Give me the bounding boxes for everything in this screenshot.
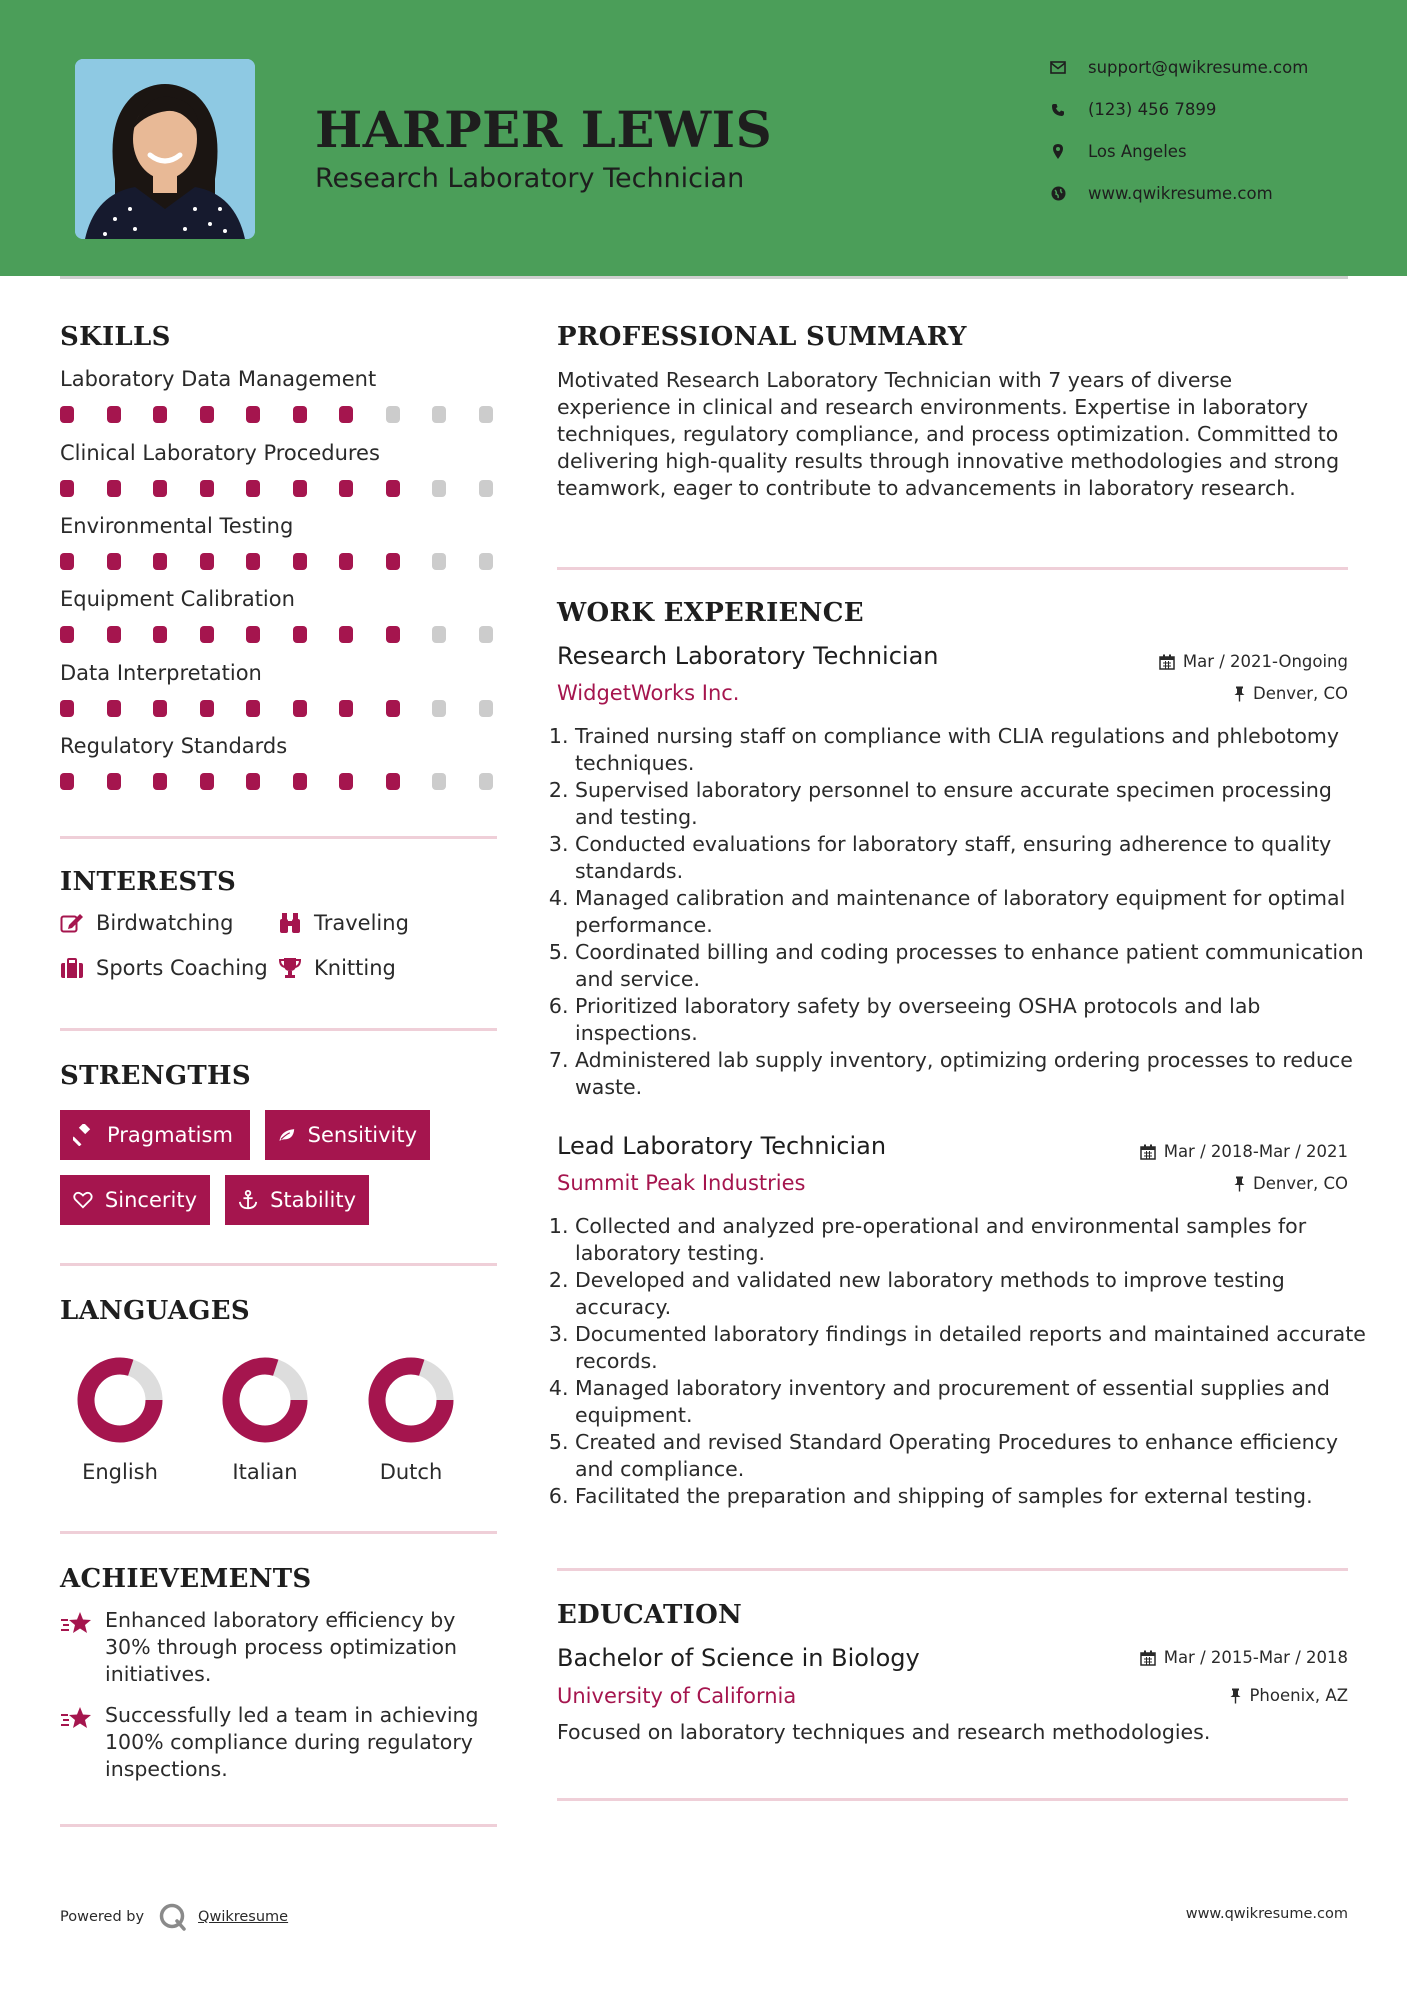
calendar-icon: [1140, 1144, 1156, 1160]
skill-dot-empty: [432, 406, 446, 423]
phone-icon: [1050, 102, 1066, 118]
interests-heading: INTERESTS: [60, 867, 237, 897]
summary-text: Motivated Research Laboratory Technician with 7 years of diverse experience in clinical and research environments. Expertise in laboratory techniques, regulatory compliance, and process optimization. Committed to delivering high-quality results through innovative methodologies and strong teamwork, eager to contribute to advancements in laboratory research.: [557, 368, 1340, 500]
job-date: [1159, 652, 1348, 671]
skills-heading: SKILLS: [60, 322, 171, 352]
skill-dot-filled: [107, 553, 121, 570]
section-divider: [60, 1824, 497, 1827]
interest-label: Sports Coaching: [96, 956, 268, 980]
responsibility-item: 1. Collected and analyzed pre-operational and environmental samples for laboratory testing.: [575, 1213, 1366, 1267]
interest-item: [278, 911, 409, 935]
skill-dot-filled: [107, 700, 121, 717]
skill-dot-filled: [246, 773, 260, 790]
heart-icon: [73, 1190, 93, 1210]
achievements-heading: ACHIEVEMENTS: [60, 1564, 312, 1594]
skill-dot-empty: [432, 553, 446, 570]
education-date: [1140, 1648, 1348, 1667]
calendar-icon: [1159, 654, 1175, 670]
strength-label: Sensitivity: [307, 1123, 417, 1147]
experience-heading: WORK EXPERIENCE: [557, 598, 864, 628]
skill-dot-filled: [293, 773, 307, 790]
strength-badge: [60, 1175, 210, 1225]
skill-name: Regulatory Standards: [60, 734, 288, 758]
skill-rating: [60, 406, 525, 423]
skill-dot-filled: [339, 700, 353, 717]
globe-icon: [1050, 186, 1066, 202]
strength-badge: [265, 1110, 430, 1160]
responsibility-item: 6. Facilitated the preparation and shipping of samples for external testing.: [575, 1483, 1366, 1510]
school-name: University of California: [557, 1684, 797, 1708]
section-divider: [60, 836, 497, 839]
skill-dot-filled: [107, 626, 121, 643]
email-link[interactable]: support@qwikresume.com: [1088, 58, 1309, 77]
skill-dot-empty: [479, 700, 493, 717]
skill-dot-filled: [339, 480, 353, 497]
skill-dot-filled: [153, 626, 167, 643]
responsibility-item: 4. Managed calibration and maintenance of laboratory equipment for optimal performance.: [575, 885, 1366, 939]
pushpin-icon: [1234, 1176, 1245, 1192]
skill-rating: [60, 700, 525, 717]
contact-location: [1050, 142, 1187, 161]
skill-dot-empty: [386, 406, 400, 423]
skill-dot-empty: [479, 626, 493, 643]
powered-by-label: Powered by: [60, 1909, 145, 1925]
responsibility-item: 2. Supervised laboratory personnel to ensure accurate specimen processing and testing.: [575, 777, 1366, 831]
skill-name: Clinical Laboratory Procedures: [60, 441, 380, 465]
responsibility-item: 5. Created and revised Standard Operating Procedures to enhance efficiency and compliance.: [575, 1429, 1366, 1483]
job-date-text: Mar / 2021-Ongoing: [1182, 652, 1348, 671]
skill-dot-empty: [432, 773, 446, 790]
skill-dot-filled: [60, 700, 74, 717]
skill-dot-filled: [153, 480, 167, 497]
candidate-name: HARPER LEWIS: [315, 100, 773, 159]
job-location-text: Denver, CO: [1252, 1174, 1348, 1193]
skill-dot-filled: [386, 700, 400, 717]
skill-dot-filled: [60, 626, 74, 643]
skill-rating: [60, 773, 525, 790]
achievement-text: Enhanced laboratory efficiency by 30% through process optimization initiatives.: [105, 1608, 457, 1686]
education-date-text: Mar / 2015-Mar / 2018: [1163, 1648, 1348, 1667]
skill-dot-filled: [293, 553, 307, 570]
skill-dot-filled: [246, 700, 260, 717]
education-description: Focused on laboratory techniques and research methodologies.: [557, 1720, 1211, 1744]
responsibility-item: 1. Trained nursing staff on compliance with CLIA regulations and phlebotomy techniques.: [575, 723, 1366, 777]
header-banner: [0, 0, 1407, 276]
skill-dot-filled: [153, 553, 167, 570]
degree-title: Bachelor of Science in Biology: [557, 1644, 920, 1672]
language-proficiency-ring: [368, 1357, 454, 1443]
skill-dot-filled: [339, 773, 353, 790]
skill-name: Environmental Testing: [60, 514, 294, 538]
skill-rating: [60, 553, 525, 570]
footer-website[interactable]: www.qwikresume.com: [1185, 1906, 1348, 1922]
responsibility-item: 3. Documented laboratory findings in detailed reports and maintained accurate records.: [575, 1321, 1366, 1375]
strength-badge: [225, 1175, 369, 1225]
leaf-icon: [278, 1125, 296, 1145]
company-name: WidgetWorks Inc.: [557, 681, 740, 705]
skill-name: Equipment Calibration: [60, 587, 295, 611]
skill-dot-filled: [107, 480, 121, 497]
responsibility-item: 3. Conducted evaluations for laboratory staff, ensuring adherence to quality standards.: [575, 831, 1366, 885]
education-location: [1230, 1686, 1348, 1705]
interest-label: Knitting: [314, 956, 396, 980]
candidate-title: Research Laboratory Technician: [315, 163, 745, 194]
portrait-image: [75, 59, 255, 239]
calendar-icon: [1140, 1650, 1156, 1666]
skill-dot-filled: [60, 406, 74, 423]
interest-label: Traveling: [314, 911, 409, 935]
job-title: Research Laboratory Technician: [557, 642, 939, 670]
skill-dot-filled: [60, 773, 74, 790]
map-pin-icon: [1050, 144, 1066, 160]
language-name: Dutch: [379, 1460, 443, 1484]
trophy-icon: [278, 957, 302, 979]
skill-dot-filled: [200, 700, 214, 717]
education-heading: EDUCATION: [557, 1600, 743, 1630]
skill-dot-empty: [432, 626, 446, 643]
qwikresume-logo-icon: [158, 1902, 188, 1932]
job-date-text: Mar / 2018-Mar / 2021: [1163, 1142, 1348, 1161]
section-divider: [557, 1798, 1348, 1801]
language-proficiency-ring: [222, 1357, 308, 1443]
shooting-star-icon: [60, 1706, 92, 1730]
achievement-item: [60, 1702, 500, 1783]
skill-dot-empty: [479, 480, 493, 497]
responsibility-item: 7. Administered lab supply inventory, optimizing ordering processes to reduce waste.: [575, 1047, 1366, 1101]
achievement-item: [60, 1607, 500, 1688]
job-location: [1234, 684, 1348, 703]
interest-item: [60, 911, 233, 935]
binoculars-icon: [278, 912, 302, 934]
languages-heading: LANGUAGES: [60, 1296, 250, 1326]
skill-dot-filled: [293, 700, 307, 717]
skill-dot-empty: [479, 553, 493, 570]
skill-dot-filled: [246, 406, 260, 423]
company-name: Summit Peak Industries: [557, 1171, 806, 1195]
strength-label: Sincerity: [104, 1188, 197, 1212]
skill-dot-filled: [293, 480, 307, 497]
responsibility-item: 4. Managed laboratory inventory and procurement of essential supplies and equipment.: [575, 1375, 1366, 1429]
skill-dot-filled: [153, 406, 167, 423]
skill-dot-empty: [479, 773, 493, 790]
skill-dot-filled: [153, 700, 167, 717]
job-location-text: Denver, CO: [1252, 684, 1348, 703]
phone-number: (123) 456 7899: [1088, 100, 1217, 119]
summary-heading: PROFESSIONAL SUMMARY: [557, 322, 967, 352]
skill-dot-filled: [200, 773, 214, 790]
skill-rating: [60, 480, 525, 497]
envelope-icon: [1050, 60, 1066, 76]
section-divider: [557, 1568, 1348, 1571]
shooting-star-icon: [60, 1611, 92, 1635]
header-divider: [60, 276, 1348, 279]
skill-dot-filled: [386, 773, 400, 790]
contact-phone: [1050, 100, 1216, 119]
website-link[interactable]: www.qwikresume.com: [1088, 184, 1273, 203]
interest-label: Birdwatching: [96, 911, 234, 935]
location-text: Los Angeles: [1088, 142, 1187, 161]
section-divider: [60, 1263, 497, 1266]
interest-item: [60, 956, 268, 980]
strength-label: Pragmatism: [107, 1123, 233, 1147]
interest-item: [278, 956, 396, 980]
job-date: [1140, 1142, 1348, 1161]
skill-dot-filled: [293, 406, 307, 423]
responsibility-item: 5. Coordinated billing and coding processes to enhance patient communication and service.: [575, 939, 1366, 993]
skill-rating: [60, 626, 525, 643]
strength-badge: [60, 1110, 250, 1160]
skill-dot-filled: [200, 553, 214, 570]
skill-dot-filled: [293, 626, 307, 643]
job-responsibilities: [557, 1213, 1366, 1510]
education-location-text: Phoenix, AZ: [1249, 1686, 1348, 1705]
pushpin-icon: [1230, 1688, 1241, 1704]
skill-name: Laboratory Data Management: [60, 367, 377, 391]
skill-dot-filled: [386, 480, 400, 497]
contact-website: [1050, 184, 1273, 203]
footer-powered-by: [60, 1902, 288, 1932]
skill-dot-filled: [60, 553, 74, 570]
gavel-icon: [73, 1124, 95, 1146]
skill-dot-filled: [246, 626, 260, 643]
skill-dot-filled: [339, 626, 353, 643]
strength-label: Stability: [270, 1188, 356, 1212]
job-responsibilities: [557, 723, 1366, 1101]
briefcase-icon: [60, 957, 84, 979]
qwikresume-link[interactable]: Qwikresume: [198, 1909, 289, 1925]
section-divider: [557, 567, 1348, 570]
skill-dot-filled: [246, 553, 260, 570]
skill-dot-empty: [479, 406, 493, 423]
achievement-text: Successfully led a team in achieving 100% compliance during regulatory inspections.: [105, 1703, 479, 1781]
profile-photo: [75, 59, 255, 239]
skill-dot-filled: [386, 626, 400, 643]
skill-dot-filled: [200, 480, 214, 497]
skill-dot-filled: [107, 406, 121, 423]
job-location: [1234, 1174, 1348, 1193]
skill-dot-filled: [246, 480, 260, 497]
skill-dot-empty: [432, 700, 446, 717]
language-name: English: [82, 1460, 158, 1484]
responsibility-item: 2. Developed and validated new laboratory methods to improve testing accuracy.: [575, 1267, 1366, 1321]
section-divider: [60, 1531, 497, 1534]
anchor-icon: [238, 1189, 258, 1211]
skill-dot-filled: [386, 553, 400, 570]
skill-dot-filled: [200, 406, 214, 423]
skill-name: Data Interpretation: [60, 661, 262, 685]
skill-dot-filled: [107, 773, 121, 790]
skill-dot-filled: [200, 626, 214, 643]
responsibility-item: 6. Prioritized laboratory safety by overseeing OSHA protocols and lab inspections.: [575, 993, 1366, 1047]
language-proficiency-ring: [77, 1357, 163, 1443]
skill-dot-filled: [60, 480, 74, 497]
skill-dot-filled: [339, 406, 353, 423]
pushpin-icon: [1234, 686, 1245, 702]
skill-dot-filled: [153, 773, 167, 790]
skill-dot-filled: [339, 553, 353, 570]
contact-email: [1050, 58, 1308, 77]
section-divider: [60, 1028, 497, 1031]
language-name: Italian: [232, 1460, 298, 1484]
job-title: Lead Laboratory Technician: [557, 1132, 887, 1160]
strengths-heading: STRENGTHS: [60, 1061, 251, 1091]
edit-icon: [60, 912, 84, 934]
skill-dot-empty: [432, 480, 446, 497]
